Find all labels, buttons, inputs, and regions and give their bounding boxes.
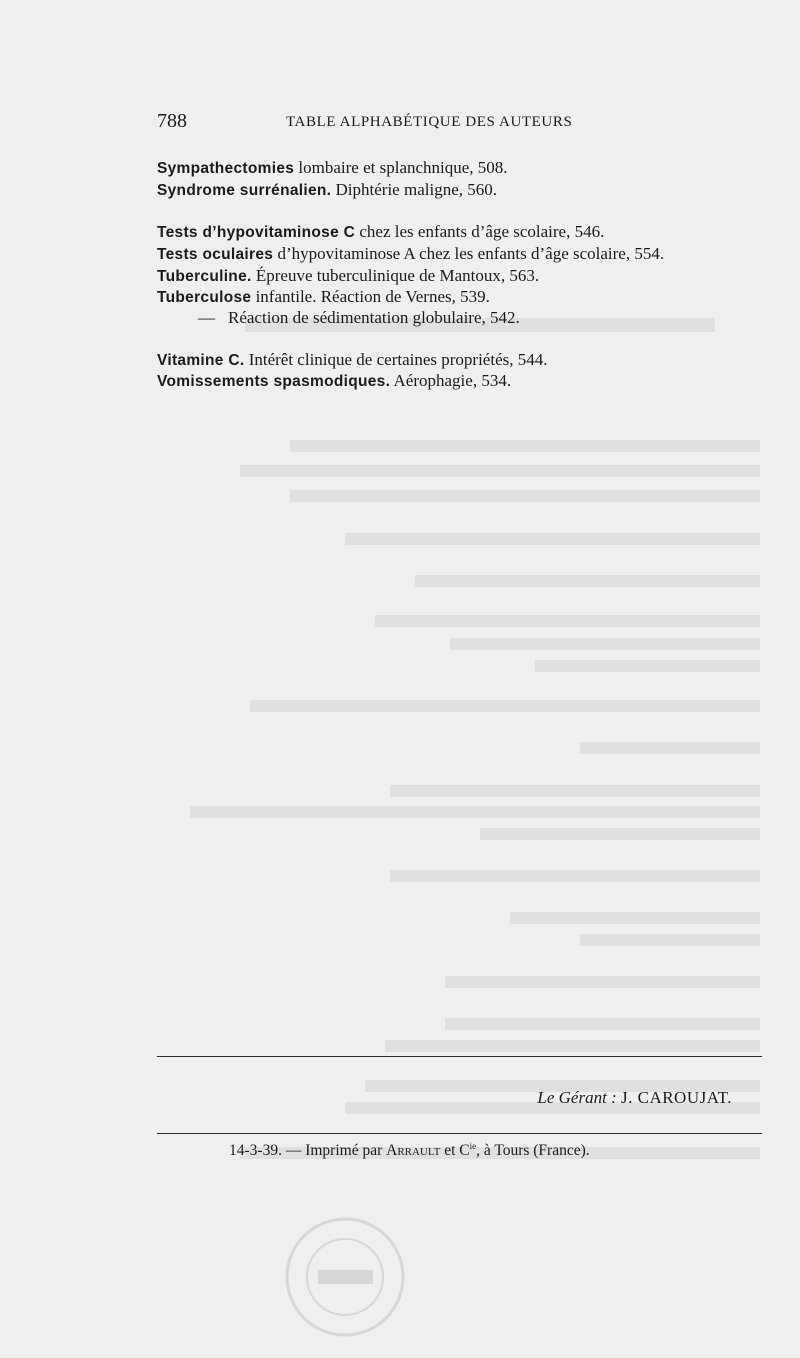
- entry-text: d’hypovitaminose A chez les enfants d’âge scolaire, 554.: [273, 244, 665, 263]
- signature-line: [157, 1088, 762, 1108]
- running-title: TABLE ALPHABÉTIQUE DES AUTEURS: [286, 114, 573, 130]
- index-entry: [157, 287, 490, 308]
- index-entry: [157, 244, 664, 265]
- index-entry: [157, 158, 508, 179]
- index-entry-subentry: [157, 308, 520, 328]
- imprint-suffix: , à Tours (France).: [476, 1142, 590, 1160]
- entry-text: infantile. Réaction de Vernes, 539.: [251, 287, 490, 306]
- page-header: [157, 110, 637, 136]
- imprint-superscript: ie: [469, 1141, 477, 1151]
- index-entry: [157, 371, 511, 392]
- imprint-prefix: — Imprimé par: [281, 1142, 387, 1160]
- entry-text: lombaire et splanchnique, 508.: [294, 158, 508, 177]
- signature-name: J. CAROUJAT.: [620, 1088, 732, 1107]
- entry-text: Épreuve tuberculinique de Mantoux, 563.: [251, 266, 540, 285]
- imprint-date: 14-3-39.: [229, 1142, 282, 1160]
- ditto-dash: —: [198, 308, 215, 327]
- imprint-middle: et C: [440, 1142, 470, 1160]
- index-entry: [157, 222, 604, 243]
- imprint-printer: Arrault: [386, 1142, 441, 1160]
- entry-keyword: Vomissements spasmodiques.: [157, 373, 391, 390]
- entry-keyword: Tests oculaires: [157, 246, 274, 263]
- signature-label: Le Gérant :: [537, 1088, 617, 1107]
- entry-keyword: Tests d’hypovitaminose C: [157, 224, 356, 241]
- printer-imprint: [229, 1141, 590, 1160]
- entry-text: Aérophagie, 534.: [390, 371, 512, 390]
- page-number: 788: [157, 110, 187, 132]
- entry-keyword: Sympathectomies: [157, 160, 295, 177]
- entry-keyword: Tuberculose: [157, 289, 252, 306]
- entry-text: Diphtérie maligne, 560.: [331, 180, 497, 199]
- entry-keyword: Vitamine C.: [157, 352, 245, 369]
- divider-rule-top: [157, 1056, 762, 1057]
- entry-text: Intérêt clinique de certaines propriétés, 544.: [244, 350, 548, 369]
- index-entry: [157, 180, 497, 201]
- index-entry: [157, 350, 547, 371]
- divider-rule-bottom: [157, 1133, 762, 1134]
- entry-keyword: Syndrome surrénalien.: [157, 182, 332, 199]
- entry-keyword: Tuberculine.: [157, 268, 252, 285]
- index-entry: [157, 266, 539, 287]
- library-stamp-icon: [283, 1215, 408, 1340]
- entry-text: chez les enfants d’âge scolaire, 546.: [355, 222, 605, 241]
- entry-text: Réaction de sédimentation globulaire, 542.: [228, 308, 520, 327]
